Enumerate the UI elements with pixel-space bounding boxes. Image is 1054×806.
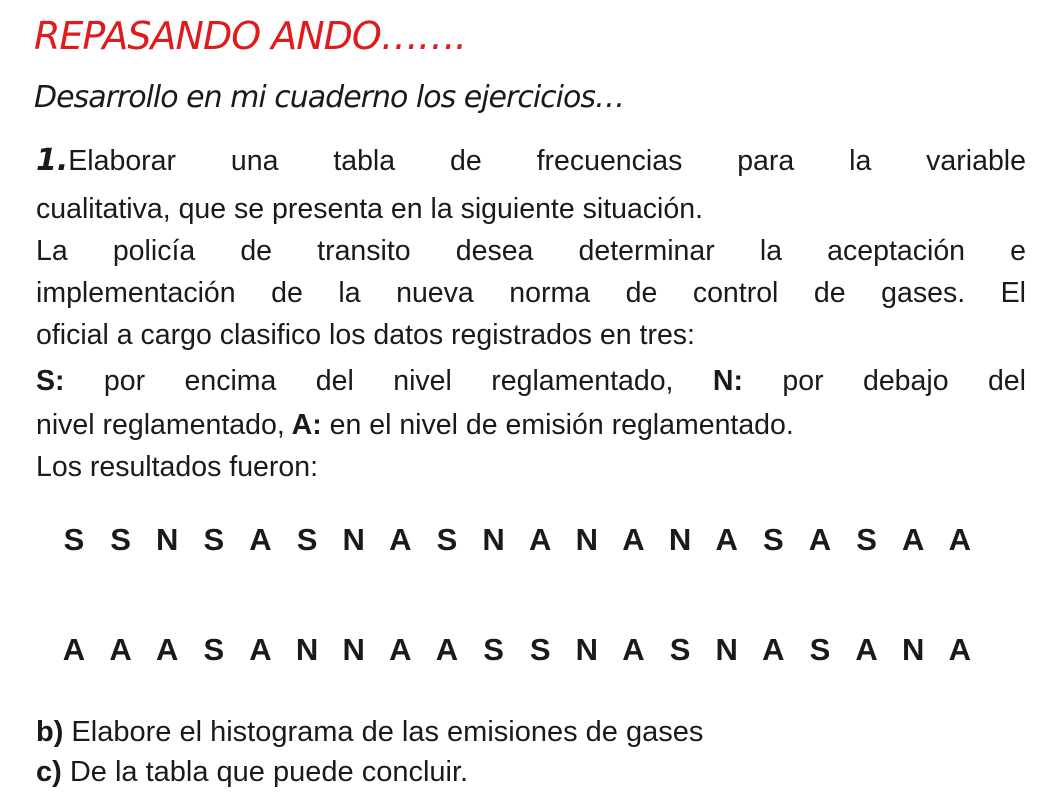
context-paragraph <box>36 230 1026 314</box>
def-s-key: S: <box>36 365 65 397</box>
sequence-item: N <box>342 522 365 557</box>
sequence-item: A <box>109 632 132 667</box>
sequence-item: S <box>763 522 784 557</box>
question-c <box>36 756 468 789</box>
sequence-item: A <box>948 632 972 667</box>
exercise-intro-cont <box>36 188 1026 230</box>
sequence-item: A <box>156 632 179 667</box>
sequence-item: A <box>249 522 272 557</box>
page-subtitle: Desarrollo en mi cuaderno los ejercicios… <box>34 80 624 115</box>
sequence-item: S <box>436 522 458 557</box>
question-b-text: Elabore el histograma de las emisiones de gases <box>63 716 704 748</box>
sequence-item: S <box>203 632 225 667</box>
sequence-item: A <box>622 522 645 557</box>
sequence-item: A <box>249 632 272 667</box>
def-n-key: N: <box>673 365 743 397</box>
sequence-item: S <box>529 632 551 667</box>
sequence-row-1 <box>62 522 972 558</box>
def-n-text: por debajo del <box>742 365 1026 397</box>
def-a-text: en el nivel de emisión reglamentado. <box>321 409 794 441</box>
intro-line-1: Elaborar una tabla de frecuencias para la variable <box>68 145 1026 177</box>
sequence-item: A <box>808 522 832 557</box>
sequence-item: A <box>622 632 645 667</box>
sequence-item: A <box>389 522 412 557</box>
def-a-key: A: <box>284 409 322 441</box>
sequence-item: N <box>342 632 365 667</box>
exercise-intro <box>36 140 1026 182</box>
sequence-item: A <box>62 632 86 667</box>
sequence-item: N <box>575 522 599 557</box>
sequence-item: N <box>668 522 692 557</box>
question-b-key: b) <box>36 716 64 748</box>
sequence-item: A <box>762 632 785 667</box>
context-line-3: oficial a cargo clasifico los datos registrados en tres: <box>36 319 695 351</box>
sequence-item: S <box>63 522 85 557</box>
sequence-item: S <box>296 522 318 557</box>
question-c-key: c) <box>36 756 62 788</box>
sequence-item: N <box>715 632 738 667</box>
context-line-2: implementación de la nueva norma de control de gases. El <box>36 277 1026 309</box>
exercise-number: 1. <box>36 143 69 178</box>
sequence-item: N <box>902 632 925 667</box>
definitions-line-2 <box>36 404 1026 446</box>
sequence-item: S <box>669 632 691 667</box>
def-s-text: por encima del nivel reglamentado, <box>64 365 674 397</box>
sequence-item: A <box>855 632 878 667</box>
sequence-item: A <box>948 522 972 557</box>
sequence-item: S <box>809 632 831 667</box>
sequence-item: N <box>482 522 505 557</box>
sequence-row-2 <box>62 632 972 668</box>
sequence-item: S <box>110 522 131 557</box>
sequence-item: A <box>529 522 552 557</box>
context-paragraph-end <box>36 314 1026 356</box>
sequence-item: S <box>856 522 877 557</box>
sequence-item: A <box>435 632 459 667</box>
sequence-item: A <box>389 632 412 667</box>
question-c-text: De la tabla que puede concluir. <box>61 756 469 788</box>
results-label-text: Los resultados fueron: <box>36 451 319 483</box>
results-label <box>36 446 1026 488</box>
sequence-item: S <box>483 632 504 667</box>
page-title: REPASANDO ANDO……. <box>34 14 466 58</box>
sequence-item: N <box>575 632 599 667</box>
sequence-item: N <box>156 522 179 557</box>
definitions-line-1 <box>36 360 1026 402</box>
def-line2-pre: nivel reglamentado, <box>36 409 285 441</box>
sequence-item: A <box>902 522 925 557</box>
question-b <box>36 716 703 749</box>
sequence-item: S <box>203 522 225 557</box>
context-line-1: La policía de transito desea determinar la aceptación e <box>36 235 1026 267</box>
intro-line-2: cualitativa, que se presenta en la siguiente situación. <box>36 193 704 225</box>
sequence-item: N <box>295 632 319 667</box>
sequence-item: A <box>715 522 738 557</box>
